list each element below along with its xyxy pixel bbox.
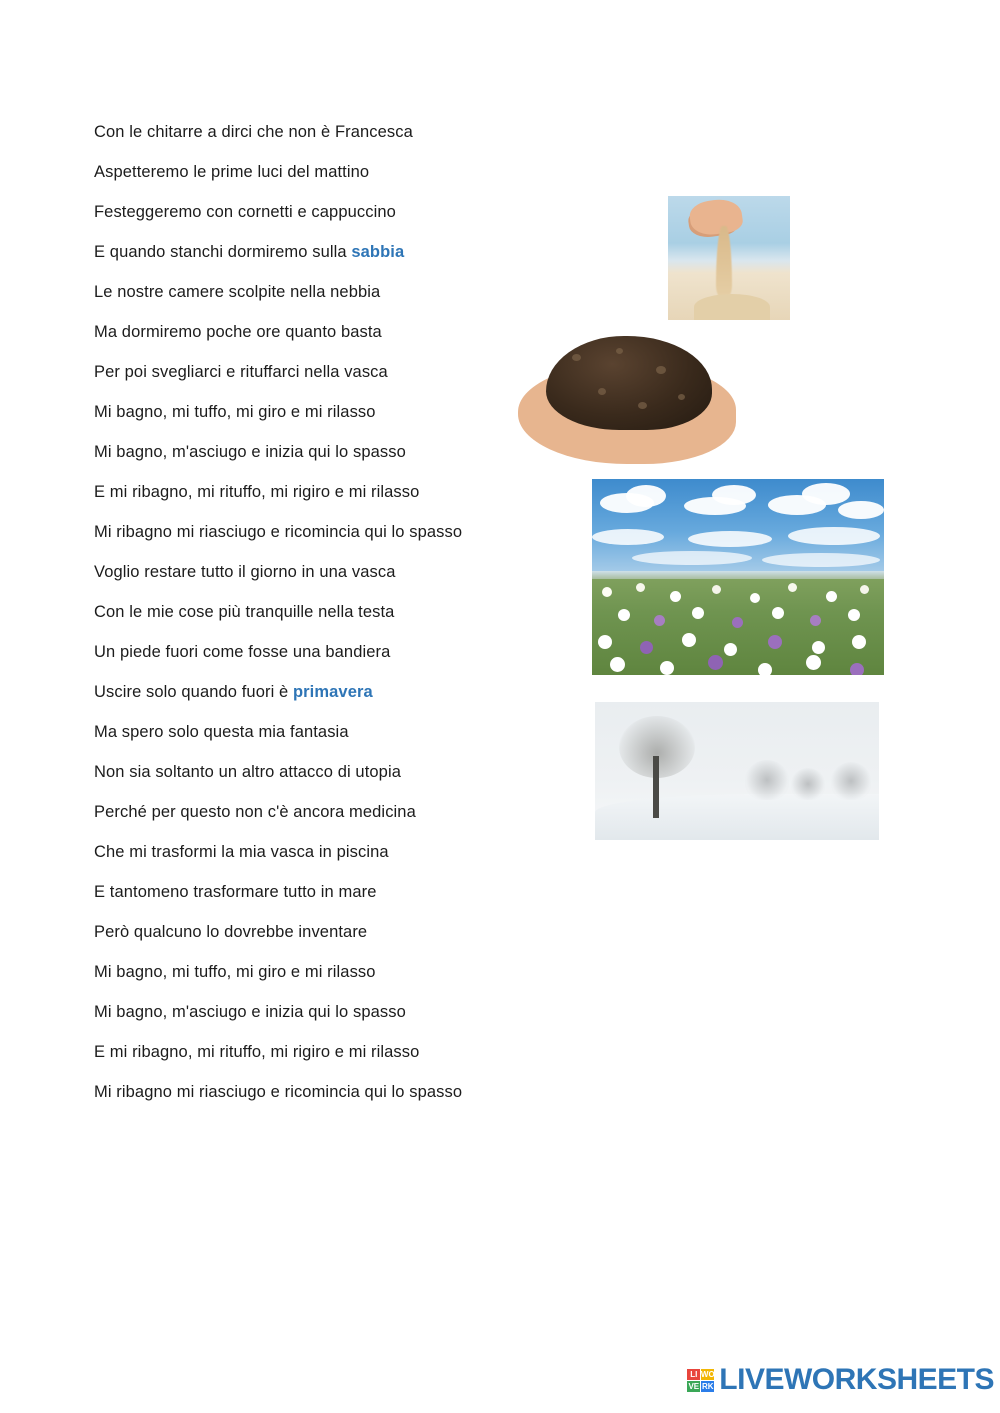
sand-photo [668, 196, 790, 320]
lyric-text: Uscire solo quando fuori è [94, 683, 293, 701]
cloud [632, 551, 752, 565]
flower [768, 635, 782, 649]
bare-tree-trunk [653, 756, 659, 818]
flower [758, 663, 772, 675]
lyric-line: E mi ribagno, mi rituffo, mi rigiro e mi rilasso [94, 1043, 420, 1061]
lyric-line: Mi bagno, m'asciugo e inizia qui lo spasso [94, 1003, 406, 1021]
lyric-line: E tantomeno trasformare tutto in mare [94, 883, 377, 901]
soil-speck [678, 394, 685, 400]
flower [732, 617, 743, 628]
lyric-line: Mi bagno, mi tuffo, mi giro e mi rilasso [94, 403, 376, 421]
lyric-line: Ma spero solo questa mia fantasia [94, 723, 349, 741]
lyric-highlight-primavera: primavera [292, 683, 373, 701]
lyric-line: Mi bagno, m'asciugo e inizia qui lo spasso [94, 443, 406, 461]
soil-speck [598, 388, 606, 395]
lyric-line: Aspetteremo le prime luci del mattino [94, 163, 370, 181]
flower [636, 583, 645, 592]
cloud [688, 531, 772, 547]
soil-mound-shape [546, 336, 712, 430]
flower [654, 615, 665, 626]
sky [592, 479, 884, 575]
cloud [802, 483, 850, 505]
cloud [592, 529, 664, 545]
flower [852, 635, 866, 649]
lyric-line [94, 232, 564, 272]
flower [610, 657, 625, 672]
flower [812, 641, 825, 654]
soil-photo [510, 330, 746, 468]
sand-pile-shape [694, 294, 770, 320]
distant-tree [791, 768, 825, 800]
flower [660, 661, 674, 675]
lyric-line: Non sia soltanto un altro attacco di utopia [94, 763, 401, 781]
lyric-line: Le nostre camere scolpite nella nebbia [94, 283, 381, 301]
lyric-line: Un piede fuori come fosse una bandiera [94, 643, 391, 661]
flower [806, 655, 821, 670]
flower [618, 609, 630, 621]
lyric-line: Che mi trasformi la mia vasca in piscina [94, 843, 389, 861]
sand-hand-shape [688, 197, 744, 238]
distant-tree [831, 762, 871, 800]
lyric-line: Con le chitarre a dirci che non è Francesca [94, 123, 413, 141]
lyric-line: Per poi svegliarci e rituffarci nella vasca [94, 363, 388, 381]
cloud [712, 485, 756, 505]
cloud [838, 501, 884, 519]
flower [682, 633, 696, 647]
lyric-line [94, 672, 564, 712]
flower-meadow [592, 579, 884, 675]
flower [826, 591, 837, 602]
lyric-line: Con le mie cose più tranquille nella testa [94, 603, 395, 621]
cloud [788, 527, 880, 545]
flower [772, 607, 784, 619]
cloud [626, 485, 666, 507]
flower-field-photo [592, 479, 884, 675]
lyric-text: E quando stanchi dormiremo sulla [94, 243, 352, 261]
snow-ground [595, 794, 879, 840]
flower [670, 591, 681, 602]
cloud [762, 553, 880, 567]
flower [640, 641, 653, 654]
flower [724, 643, 737, 656]
lyrics-block [94, 112, 564, 1112]
flower [598, 635, 612, 649]
flower [692, 607, 704, 619]
logo-cell: WO [700, 1369, 715, 1379]
flower [850, 663, 864, 675]
logo-cell: RK [702, 1381, 714, 1391]
flower [750, 593, 760, 603]
logo-cell: LI [687, 1369, 700, 1380]
soil-speck [656, 366, 666, 374]
flower [788, 583, 797, 592]
soil-speck [638, 402, 647, 409]
lyric-line: Ma dormiremo poche ore quanto basta [94, 323, 382, 341]
flower [708, 655, 723, 670]
winter-photo [595, 702, 879, 840]
lyric-line: Festeggeremo con cornetti e cappuccino [94, 203, 396, 221]
lyric-line: Però qualcuno lo dovrebbe inventare [94, 923, 368, 941]
lyric-line: Voglio restare tutto il giorno in una vasca [94, 563, 396, 581]
logo-text: LIVEWORKSHEETS [719, 1363, 994, 1396]
lyric-line: Mi bagno, mi tuffo, mi giro e mi rilasso [94, 963, 376, 981]
lyric-line: E mi ribagno, mi rituffo, mi rigiro e mi rilasso [94, 483, 420, 501]
soil-speck [616, 348, 623, 354]
lyric-line: Mi ribagno mi riasciugo e ricomincia qui lo spasso [94, 1083, 463, 1101]
distant-tree [745, 760, 789, 800]
flower [810, 615, 821, 626]
sand-stream-shape [716, 226, 732, 300]
lyric-line: Perché per questo non c'è ancora medicina [94, 803, 416, 821]
soil-speck [572, 354, 581, 361]
lyric-highlight-sabbia: sabbia [351, 243, 405, 261]
lyric-line: Mi ribagno mi riasciugo e ricomincia qui lo spasso [94, 523, 463, 541]
logo-cell: VE [688, 1381, 700, 1391]
liveworksheets-logo [687, 1363, 994, 1397]
flower [712, 585, 721, 594]
flower [860, 585, 869, 594]
flower [602, 587, 612, 597]
logo-mark-icon [687, 1369, 714, 1392]
flower [848, 609, 860, 621]
